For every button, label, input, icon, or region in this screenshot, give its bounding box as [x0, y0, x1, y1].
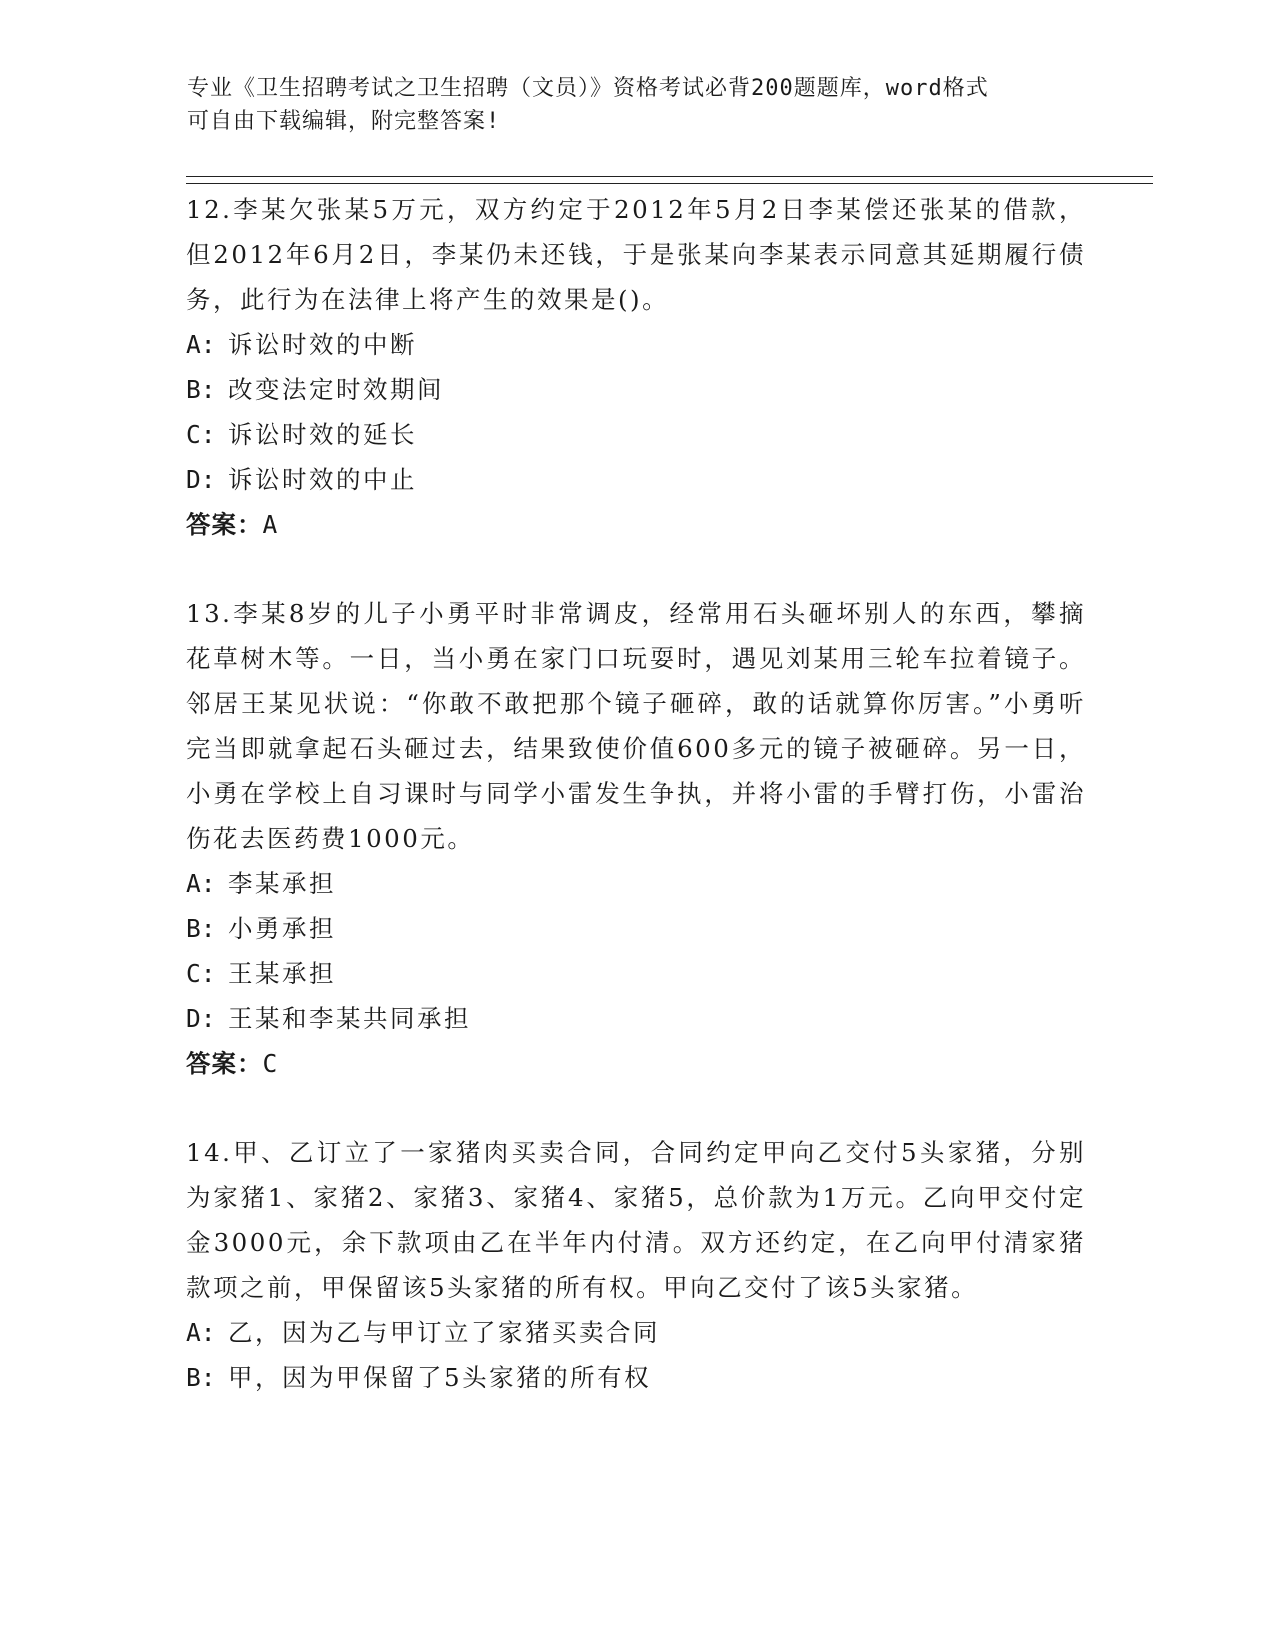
- option-text: 诉讼时效的中断: [228, 330, 417, 359]
- option-text: 李某承担: [228, 869, 336, 898]
- option-text: 小勇承担: [228, 914, 336, 943]
- question-stem: 14.甲、乙订立了一家猪肉买卖合同，合同约定甲向乙交付5头家猪，分别为家猪1、家猪2、家猪3、家猪4、家猪5，总价款为1万元。乙向甲交付定金3000元，余下款项由乙在半年内付清。双方还约定，在乙向甲付清家猪款项之前，甲保留该5头家猪的所有权。甲向乙交付了该5头家猪。: [186, 1138, 1086, 1302]
- question-stem: 12.李某欠张某5万元，双方约定于2012年5月2日李某偿还张某的借款，但2012年6月2日，李某仍未还钱，于是张某向李某表示同意其延期履行债务，此行为在法律上将产生的效果是()。: [186, 195, 1086, 314]
- option-text: 改变法定时效期间: [228, 375, 444, 404]
- answer-value: C: [262, 1049, 279, 1078]
- option-text: 诉讼时效的延长: [228, 420, 417, 449]
- document-header: [187, 72, 1087, 138]
- option-key: C:: [186, 959, 216, 988]
- question-12: [186, 187, 1086, 547]
- option-key: A:: [186, 330, 216, 359]
- question-list: [186, 187, 1086, 1444]
- option-key: B:: [186, 914, 216, 943]
- option-c: [186, 412, 1086, 457]
- option-key: B:: [186, 375, 216, 404]
- option-key: B:: [186, 1363, 216, 1392]
- option-b: [186, 1355, 1086, 1400]
- answer-label: 答案：: [186, 510, 263, 539]
- option-a: [186, 861, 1086, 906]
- option-text: 王某承担: [228, 959, 336, 988]
- option-b: [186, 906, 1086, 951]
- header-line-1: 专业《卫生招聘考试之卫生招聘（文员）》资格考试必背200题题库，word格式: [187, 76, 989, 101]
- header-divider: [186, 176, 1153, 184]
- option-text: 甲，因为甲保留了5头家猪的所有权: [228, 1363, 652, 1392]
- option-d: [186, 996, 1086, 1041]
- option-text: 诉讼时效的中止: [228, 465, 417, 494]
- option-text: 王某和李某共同承担: [228, 1004, 471, 1033]
- question-stem: 13.李某8岁的儿子小勇平时非常调皮，经常用石头砸坏别人的东西，攀摘花草树木等。一日，当小勇在家门口玩耍时，遇见刘某用三轮车拉着镜子。邻居王某见状说：“你敢不敢把那个镜子砸碎，敢的话就算你厉害。”小勇听完当即就拿起石头砸过去，结果致使价值600多元的镜子被砸碎。另一日，小勇在学校上自习课时与同学小雷发生争执，并将小雷的手臂打伤，小雷治伤花去医药费1000元。: [186, 599, 1086, 853]
- option-key: D:: [186, 465, 216, 494]
- answer-line: [186, 1041, 1086, 1086]
- answer-value: A: [262, 510, 279, 539]
- option-key: D:: [186, 1004, 216, 1033]
- answer-line: [186, 502, 1086, 547]
- option-d: [186, 457, 1086, 502]
- answer-label: 答案：: [186, 1049, 263, 1078]
- question-14: [186, 1130, 1086, 1400]
- option-key: C:: [186, 420, 216, 449]
- option-key: A:: [186, 869, 216, 898]
- option-b: [186, 367, 1086, 412]
- option-key: A:: [186, 1318, 216, 1347]
- option-c: [186, 951, 1086, 996]
- header-line-2: 可自由下载编辑，附完整答案!: [187, 109, 501, 134]
- option-a: [186, 1310, 1086, 1355]
- question-13: [186, 591, 1086, 1086]
- option-text: 乙，因为乙与甲订立了家猪买卖合同: [228, 1318, 660, 1347]
- option-a: [186, 322, 1086, 367]
